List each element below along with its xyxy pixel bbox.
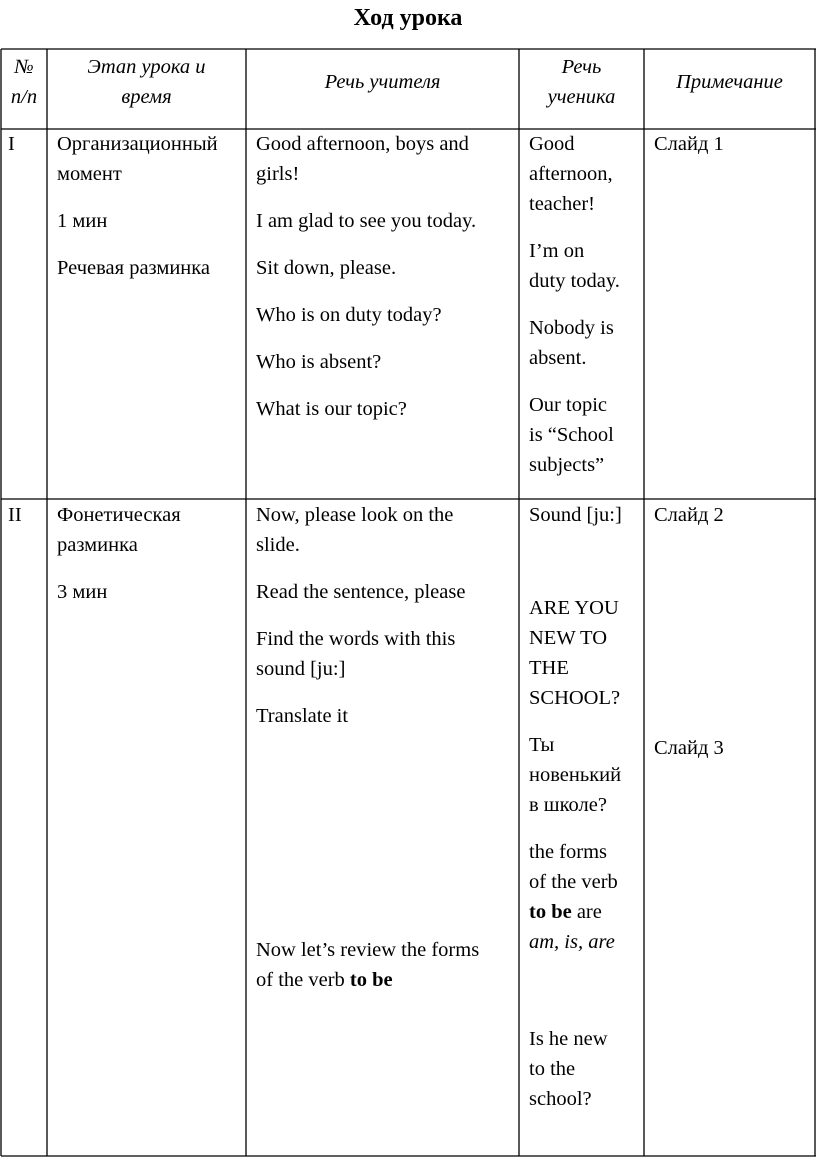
header-stage-line: Этап урока и [87,56,206,78]
header-teacher: Речь учителя [324,71,441,93]
teacher-line: Now, please look on the [256,504,454,526]
stage-line: разминка [57,534,138,556]
student-line: school? [529,1088,592,1110]
page-title: Ход урока [353,5,463,31]
student-line: Our topic [529,394,607,416]
row2-note-slide3: Слайд 3 [654,737,724,759]
stage-line: 3 мин [57,581,108,603]
student-line: subjects” [529,454,605,476]
student-line: Good [529,133,575,155]
student-line: afternoon, [529,163,613,185]
student-line [529,927,643,957]
student-line: SCHOOL? [529,687,621,709]
row1-stage [57,129,245,283]
header-student-line: ученика [547,86,616,108]
student-line: Is he new [529,1028,608,1050]
student-line: новенький [529,764,622,786]
teacher-line: Sit down, please. [256,257,397,279]
student-line-text: are [576,901,602,923]
student-line-bold: to be [529,901,572,923]
student-line: Ты [529,734,555,756]
student-line: Nobody is [529,317,614,339]
row2-teacher-review [256,935,518,995]
student-line: THE [529,657,569,679]
row2-student-question [529,1024,643,1114]
student-line: the forms [529,841,607,863]
header-student [519,52,644,112]
student-line: teacher! [529,193,595,215]
header-num [1,52,47,112]
header-num-line: п/п [10,86,38,108]
row2-teacher [256,500,518,731]
student-line: to the [529,1058,576,1080]
header-stage [47,52,246,112]
teacher-line: Who is absent? [256,351,382,373]
stage-line: момент [57,163,122,185]
teacher-line [256,965,518,995]
row1-student [529,129,643,480]
header-student-line: Речь [561,56,602,78]
row2-student-sentence [529,593,643,957]
teacher-line: slide. [256,534,300,556]
row2-stage [57,500,245,607]
student-line [529,897,643,927]
student-line-italic: am, is, are [529,931,615,953]
teacher-line-bold: to be [349,969,393,991]
teacher-line: girls! [256,163,300,185]
row1-note: Слайд 1 [654,133,724,155]
teacher-line: Find the words with this [256,628,456,650]
row2-student [529,500,643,530]
student-line: of the verb [529,871,618,893]
student-line: is “School [529,424,614,446]
student-line: Sound [ju:] [529,504,622,526]
student-line: ARE YOU [529,597,619,619]
teacher-line: Who is on duty today? [256,304,442,326]
teacher-line: I am glad to see you today. [256,210,477,232]
row1-teacher [256,129,518,424]
header-stage-line: время [121,86,172,108]
student-line: absent. [529,347,587,369]
header-num-line: № [14,56,34,78]
stage-line: Речевая разминка [57,257,211,279]
row2-note-slide2: Слайд 2 [654,504,724,526]
teacher-line: Now let’s review the forms [256,939,480,961]
teacher-line: Read the sentence, please [256,581,466,603]
stage-line: Организационный [57,133,218,155]
row2-num: II [8,504,22,526]
stage-line: 1 мин [57,210,108,232]
student-line: I’m on [529,240,585,262]
header-note: Примечание [676,71,783,93]
teacher-line-text: of the verb [256,969,345,991]
teacher-line: Good afternoon, boys and [256,133,469,155]
teacher-line: sound [ju:] [256,658,346,680]
row1-num: I [8,133,15,155]
stage-line: Фонетическая [57,504,181,526]
student-line: NEW TO [529,627,608,649]
student-line: duty today. [529,270,620,292]
teacher-line: What is our topic? [256,398,407,420]
student-line: в школе? [529,794,607,816]
teacher-line: Translate it [256,705,349,727]
